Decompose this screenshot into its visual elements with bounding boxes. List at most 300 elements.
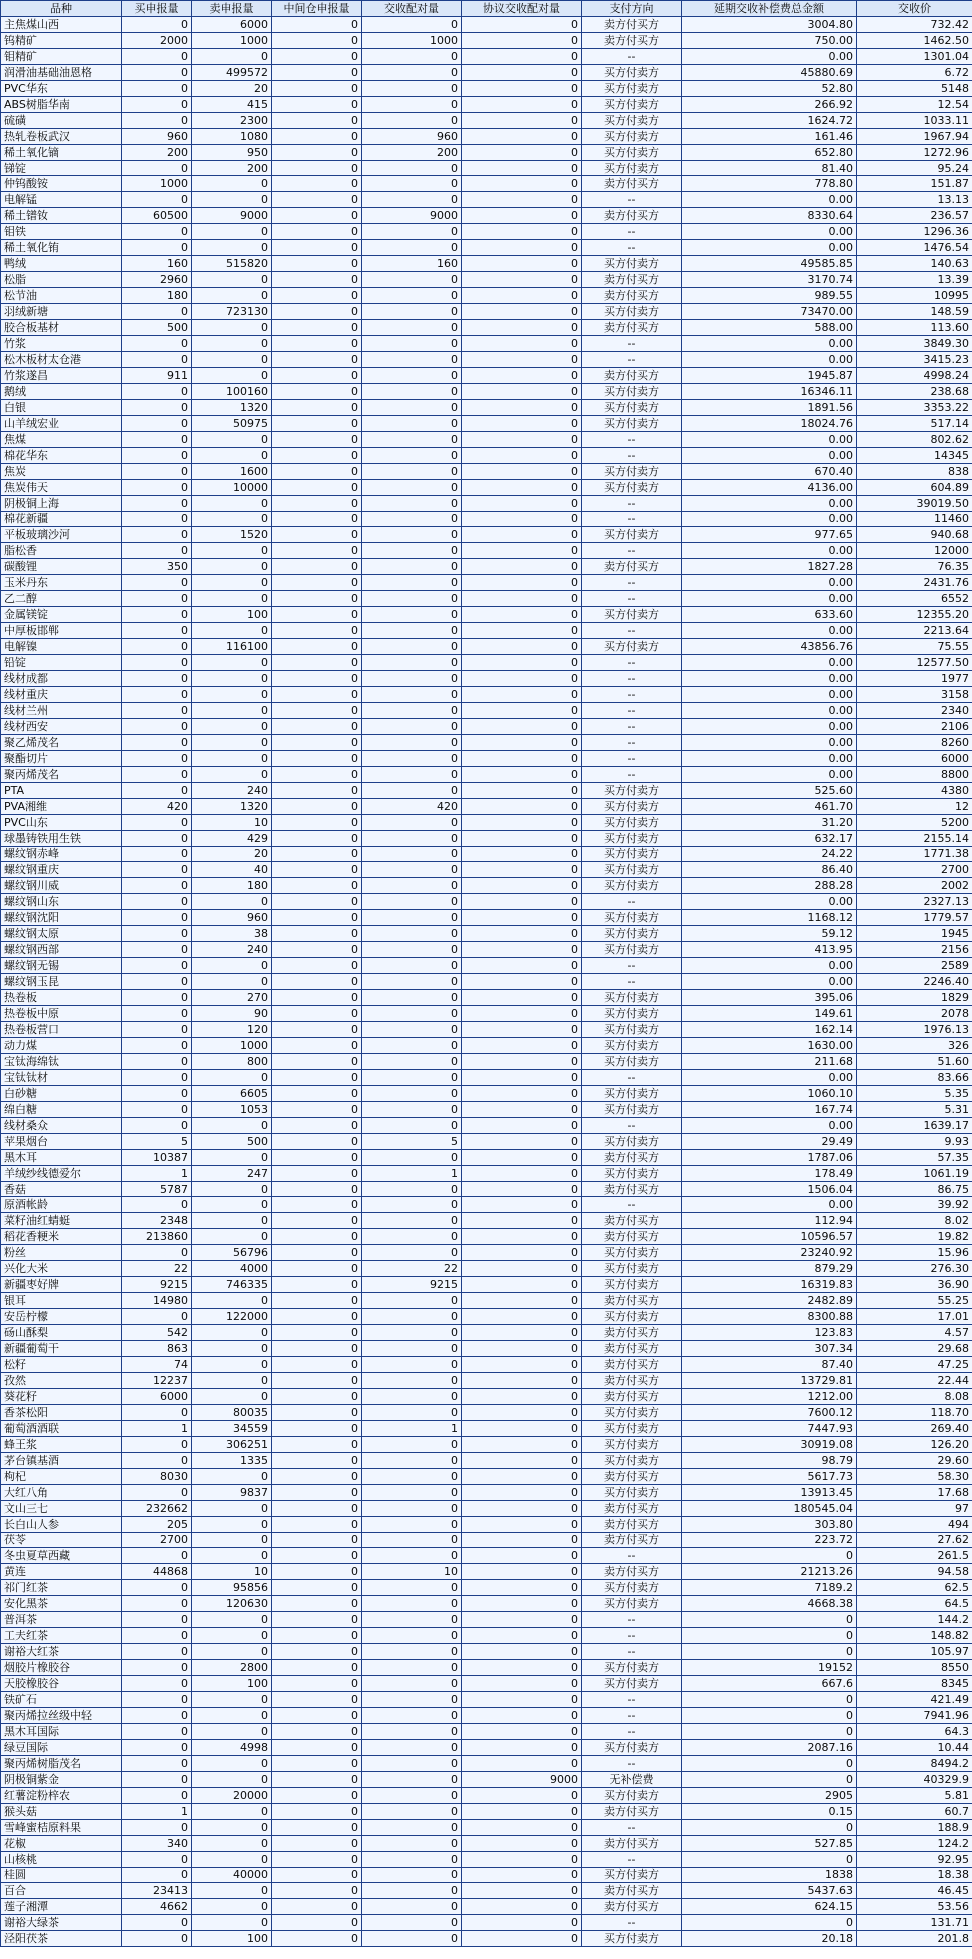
cell-settlement-price: 1462.50 [857, 32, 972, 48]
cell-sell-declared: 9837 [192, 1484, 272, 1500]
cell-agreement-matched: 0 [462, 1436, 582, 1452]
cell-payment-direction: 买方付卖方 [582, 878, 682, 894]
cell-compensation-total: 1827.28 [682, 559, 857, 575]
cell-intermediate-declared: 0 [272, 814, 362, 830]
cell-intermediate-declared: 0 [272, 192, 362, 208]
cell-agreement-matched: 0 [462, 96, 582, 112]
table-row [1, 974, 972, 990]
cell-payment-direction: -- [582, 351, 682, 367]
cell-matched: 0 [362, 718, 462, 734]
cell-compensation-total: 0.00 [682, 750, 857, 766]
cell-payment-direction: -- [582, 1069, 682, 1085]
cell-intermediate-declared: 0 [272, 479, 362, 495]
cell-matched: 0 [362, 1213, 462, 1229]
cell-intermediate-declared: 0 [272, 447, 362, 463]
cell-payment-direction: 买方付卖方 [582, 1404, 682, 1420]
table-row [1, 1022, 972, 1038]
cell-variety: 平板玻璃沙河 [1, 527, 122, 543]
cell-sell-declared: 0 [192, 288, 272, 304]
cell-matched: 0 [362, 655, 462, 671]
table-row [1, 48, 972, 64]
table-row [1, 1229, 972, 1245]
cell-intermediate-declared: 0 [272, 702, 362, 718]
table-row [1, 1739, 972, 1755]
cell-compensation-total: 30919.08 [682, 1436, 857, 1452]
cell-sell-declared: 247 [192, 1165, 272, 1181]
cell-variety: 蜂王浆 [1, 1436, 122, 1452]
cell-settlement-price: 15.96 [857, 1245, 972, 1261]
cell-payment-direction: -- [582, 336, 682, 352]
cell-settlement-price: 64.5 [857, 1596, 972, 1612]
cell-payment-direction: -- [582, 1851, 682, 1867]
cell-settlement-price: 51.60 [857, 1053, 972, 1069]
cell-settlement-price: 1967.94 [857, 128, 972, 144]
cell-variety: PVA湘维 [1, 798, 122, 814]
cell-variety: 红薯淀粉梓农 [1, 1787, 122, 1803]
cell-variety: 茯苓 [1, 1532, 122, 1548]
cell-compensation-total: 223.72 [682, 1532, 857, 1548]
cell-variety: 电解锰 [1, 192, 122, 208]
cell-variety: 脂松香 [1, 543, 122, 559]
cell-settlement-price: 105.97 [857, 1644, 972, 1660]
cell-agreement-matched: 0 [462, 702, 582, 718]
cell-buy-declared: 0 [122, 64, 192, 80]
cell-agreement-matched: 0 [462, 144, 582, 160]
cell-compensation-total: 24.22 [682, 846, 857, 862]
cell-intermediate-declared: 0 [272, 48, 362, 64]
cell-sell-declared: 0 [192, 192, 272, 208]
table-row [1, 1596, 972, 1612]
cell-buy-declared: 5 [122, 1133, 192, 1149]
cell-intermediate-declared: 0 [272, 1341, 362, 1357]
cell-buy-declared: 0 [122, 192, 192, 208]
cell-intermediate-declared: 0 [272, 1771, 362, 1787]
cell-payment-direction: -- [582, 1755, 682, 1771]
cell-sell-declared: 0 [192, 240, 272, 256]
cell-settlement-price: 12000 [857, 543, 972, 559]
cell-intermediate-declared: 0 [272, 782, 362, 798]
cell-compensation-total: 1168.12 [682, 910, 857, 926]
cell-agreement-matched: 0 [462, 575, 582, 591]
cell-sell-declared: 40000 [192, 1867, 272, 1883]
cell-compensation-total: 167.74 [682, 1101, 857, 1117]
table-row [1, 926, 972, 942]
cell-variety: 兴化大米 [1, 1261, 122, 1277]
cell-buy-declared: 0 [122, 351, 192, 367]
cell-settlement-price: 148.59 [857, 304, 972, 320]
cell-sell-declared: 56796 [192, 1245, 272, 1261]
cell-intermediate-declared: 0 [272, 1357, 362, 1373]
cell-buy-declared: 0 [122, 686, 192, 702]
cell-compensation-total: 0.00 [682, 974, 857, 990]
cell-buy-declared: 1 [122, 1420, 192, 1436]
cell-variety: 鹅绒 [1, 383, 122, 399]
cell-agreement-matched: 0 [462, 1133, 582, 1149]
cell-compensation-total: 395.06 [682, 990, 857, 1006]
cell-agreement-matched: 0 [462, 1883, 582, 1899]
cell-settlement-price: 2589 [857, 958, 972, 974]
cell-payment-direction: 买方付卖方 [582, 607, 682, 623]
cell-payment-direction: 卖方付买方 [582, 1293, 682, 1309]
cell-matched: 0 [362, 1516, 462, 1532]
cell-sell-declared: 20000 [192, 1787, 272, 1803]
cell-agreement-matched: 0 [462, 383, 582, 399]
cell-compensation-total: 879.29 [682, 1261, 857, 1277]
cell-variety: 线材西安 [1, 718, 122, 734]
cell-compensation-total: 5617.73 [682, 1468, 857, 1484]
cell-matched: 0 [362, 1532, 462, 1548]
cell-settlement-price: 36.90 [857, 1277, 972, 1293]
cell-agreement-matched: 0 [462, 1261, 582, 1277]
cell-payment-direction: -- [582, 192, 682, 208]
cell-payment-direction: 买方付卖方 [582, 1245, 682, 1261]
cell-compensation-total: 2482.89 [682, 1293, 857, 1309]
cell-compensation-total: 0.00 [682, 655, 857, 671]
table-row [1, 399, 972, 415]
cell-variety: 稻花香粳米 [1, 1229, 122, 1245]
cell-buy-declared: 0 [122, 1309, 192, 1325]
cell-payment-direction: 卖方付买方 [582, 1564, 682, 1580]
cell-buy-declared: 0 [122, 1819, 192, 1835]
cell-compensation-total: 112.94 [682, 1213, 857, 1229]
cell-matched: 0 [362, 415, 462, 431]
cell-agreement-matched: 0 [462, 734, 582, 750]
cell-matched: 0 [362, 192, 462, 208]
cell-compensation-total: 1506.04 [682, 1181, 857, 1197]
cell-payment-direction: 买方付卖方 [582, 256, 682, 272]
cell-matched: 0 [362, 1245, 462, 1261]
cell-intermediate-declared: 0 [272, 1819, 362, 1835]
cell-compensation-total: 0.00 [682, 431, 857, 447]
cell-settlement-price: 140.63 [857, 256, 972, 272]
cell-sell-declared: 1000 [192, 32, 272, 48]
cell-sell-declared: 50975 [192, 415, 272, 431]
cell-settlement-price: 5.35 [857, 1085, 972, 1101]
cell-variety: 羊绒纱线德爱尔 [1, 1165, 122, 1181]
cell-sell-declared: 1600 [192, 463, 272, 479]
cell-sell-declared: 0 [192, 336, 272, 352]
cell-intermediate-declared: 0 [272, 926, 362, 942]
cell-compensation-total: 7447.93 [682, 1420, 857, 1436]
cell-intermediate-declared: 0 [272, 527, 362, 543]
table-row [1, 479, 972, 495]
cell-matched: 0 [362, 1660, 462, 1676]
cell-buy-declared: 2000 [122, 32, 192, 48]
header-matched: 交收配对量 [362, 1, 462, 17]
cell-agreement-matched: 0 [462, 1612, 582, 1628]
cell-agreement-matched: 0 [462, 80, 582, 96]
cell-settlement-price: 6552 [857, 591, 972, 607]
cell-matched: 0 [362, 1500, 462, 1516]
cell-buy-declared: 0 [122, 750, 192, 766]
cell-intermediate-declared: 0 [272, 463, 362, 479]
cell-agreement-matched: 0 [462, 798, 582, 814]
cell-payment-direction: 买方付卖方 [582, 1277, 682, 1293]
cell-matched: 0 [362, 1883, 462, 1899]
cell-matched: 0 [362, 1149, 462, 1165]
cell-matched: 0 [362, 1851, 462, 1867]
cell-settlement-price: 1771.38 [857, 846, 972, 862]
cell-agreement-matched: 0 [462, 655, 582, 671]
cell-sell-declared: 100 [192, 607, 272, 623]
cell-matched: 0 [362, 447, 462, 463]
cell-variety: 金属镁锭 [1, 607, 122, 623]
cell-settlement-price: 7941.96 [857, 1707, 972, 1723]
cell-matched: 0 [362, 1069, 462, 1085]
cell-settlement-price: 22.44 [857, 1372, 972, 1388]
cell-intermediate-declared: 0 [272, 511, 362, 527]
cell-variety: 绵白糖 [1, 1101, 122, 1117]
cell-buy-declared: 0 [122, 1022, 192, 1038]
cell-compensation-total: 0 [682, 1771, 857, 1787]
cell-variety: 螺纹钢重庆 [1, 862, 122, 878]
table-row [1, 1341, 972, 1357]
cell-settlement-price: 269.40 [857, 1420, 972, 1436]
cell-agreement-matched: 0 [462, 1484, 582, 1500]
cell-settlement-price: 201.8 [857, 1931, 972, 1947]
table-row [1, 1484, 972, 1500]
cell-matched: 0 [362, 64, 462, 80]
cell-payment-direction: -- [582, 1612, 682, 1628]
cell-agreement-matched: 0 [462, 974, 582, 990]
cell-compensation-total: 0 [682, 1851, 857, 1867]
table-row [1, 288, 972, 304]
cell-compensation-total: 624.15 [682, 1899, 857, 1915]
cell-payment-direction: 买方付卖方 [582, 830, 682, 846]
cell-compensation-total: 527.85 [682, 1835, 857, 1851]
cell-buy-declared: 0 [122, 1452, 192, 1468]
cell-sell-declared: 4000 [192, 1261, 272, 1277]
cell-buy-declared: 0 [122, 655, 192, 671]
cell-buy-declared: 0 [122, 1101, 192, 1117]
table-row [1, 1644, 972, 1660]
cell-payment-direction: -- [582, 575, 682, 591]
cell-intermediate-declared: 0 [272, 1564, 362, 1580]
cell-settlement-price: 19.82 [857, 1229, 972, 1245]
cell-matched: 0 [362, 1101, 462, 1117]
header-row [1, 1, 972, 17]
cell-sell-declared: 0 [192, 1612, 272, 1628]
cell-compensation-total: 98.79 [682, 1452, 857, 1468]
cell-intermediate-declared: 0 [272, 1851, 362, 1867]
cell-matched: 0 [362, 80, 462, 96]
cell-payment-direction: 买方付卖方 [582, 1676, 682, 1692]
table-row [1, 1883, 972, 1899]
cell-settlement-price: 1977 [857, 671, 972, 687]
cell-variety: 香菇 [1, 1181, 122, 1197]
cell-payment-direction: -- [582, 702, 682, 718]
cell-payment-direction: -- [582, 894, 682, 910]
table-row [1, 128, 972, 144]
cell-agreement-matched: 0 [462, 1006, 582, 1022]
cell-agreement-matched: 0 [462, 495, 582, 511]
cell-intermediate-declared: 0 [272, 1739, 362, 1755]
cell-agreement-matched: 0 [462, 718, 582, 734]
table-row [1, 1692, 972, 1708]
cell-sell-declared: 0 [192, 447, 272, 463]
cell-settlement-price: 92.95 [857, 1851, 972, 1867]
cell-agreement-matched: 0 [462, 1069, 582, 1085]
cell-variety: 线材成都 [1, 671, 122, 687]
cell-payment-direction: -- [582, 1628, 682, 1644]
cell-intermediate-declared: 0 [272, 1037, 362, 1053]
cell-payment-direction: 买方付卖方 [582, 463, 682, 479]
cell-matched: 0 [362, 926, 462, 942]
cell-intermediate-declared: 0 [272, 543, 362, 559]
cell-variety: 新疆葡萄干 [1, 1341, 122, 1357]
cell-buy-declared: 0 [122, 862, 192, 878]
cell-sell-declared: 0 [192, 702, 272, 718]
cell-compensation-total: 0 [682, 1707, 857, 1723]
cell-buy-declared: 0 [122, 48, 192, 64]
cell-payment-direction: 买方付卖方 [582, 910, 682, 926]
cell-sell-declared: 0 [192, 591, 272, 607]
cell-buy-declared: 0 [122, 926, 192, 942]
cell-compensation-total: 0.00 [682, 1197, 857, 1213]
cell-sell-declared: 0 [192, 1293, 272, 1309]
cell-matched: 0 [362, 830, 462, 846]
cell-compensation-total: 0.00 [682, 240, 857, 256]
cell-payment-direction: 买方付卖方 [582, 1165, 682, 1181]
table-row [1, 320, 972, 336]
cell-intermediate-declared: 0 [272, 1436, 362, 1452]
cell-intermediate-declared: 0 [272, 16, 362, 32]
cell-buy-declared: 0 [122, 80, 192, 96]
cell-variety: 黑木耳 [1, 1149, 122, 1165]
cell-agreement-matched: 0 [462, 543, 582, 559]
cell-intermediate-declared: 0 [272, 495, 362, 511]
cell-agreement-matched: 0 [462, 559, 582, 575]
cell-buy-declared: 2348 [122, 1213, 192, 1229]
cell-buy-declared: 0 [122, 830, 192, 846]
cell-variety: 松节油 [1, 288, 122, 304]
cell-compensation-total: 0.00 [682, 671, 857, 687]
cell-variety: 棉花华东 [1, 447, 122, 463]
cell-sell-declared: 429 [192, 830, 272, 846]
cell-variety: 润滑油基础油恩格 [1, 64, 122, 80]
table-row [1, 1452, 972, 1468]
cell-settlement-price: 3353.22 [857, 399, 972, 415]
cell-sell-declared: 306251 [192, 1436, 272, 1452]
cell-buy-declared: 0 [122, 1771, 192, 1787]
cell-intermediate-declared: 0 [272, 240, 362, 256]
cell-matched: 0 [362, 1548, 462, 1564]
cell-sell-declared: 800 [192, 1053, 272, 1069]
cell-compensation-total: 23240.92 [682, 1245, 857, 1261]
cell-intermediate-declared: 0 [272, 160, 362, 176]
cell-payment-direction: 买方付卖方 [582, 527, 682, 543]
cell-buy-declared: 0 [122, 1851, 192, 1867]
cell-variety: 线材桑众 [1, 1117, 122, 1133]
cell-intermediate-declared: 0 [272, 718, 362, 734]
cell-variety: 线材重庆 [1, 686, 122, 702]
table-row [1, 336, 972, 352]
cell-buy-declared: 0 [122, 575, 192, 591]
table-row [1, 176, 972, 192]
cell-settlement-price: 5148 [857, 80, 972, 96]
cell-compensation-total: 461.70 [682, 798, 857, 814]
table-row [1, 591, 972, 607]
cell-payment-direction: 买方付卖方 [582, 782, 682, 798]
cell-settlement-price: 1476.54 [857, 240, 972, 256]
cell-settlement-price: 76.35 [857, 559, 972, 575]
cell-buy-declared: 0 [122, 958, 192, 974]
cell-intermediate-declared: 0 [272, 1931, 362, 1947]
cell-agreement-matched: 0 [462, 1787, 582, 1803]
cell-agreement-matched: 0 [462, 862, 582, 878]
cell-settlement-price: 17.01 [857, 1309, 972, 1325]
table-row [1, 559, 972, 575]
cell-intermediate-declared: 0 [272, 32, 362, 48]
cell-payment-direction: 买方付卖方 [582, 1053, 682, 1069]
cell-sell-declared: 4998 [192, 1739, 272, 1755]
cell-buy-declared: 0 [122, 1867, 192, 1883]
cell-buy-declared: 0 [122, 1915, 192, 1931]
cell-variety: 聚丙烯茂名 [1, 766, 122, 782]
cell-variety: 热卷板中原 [1, 1006, 122, 1022]
cell-sell-declared: 0 [192, 1229, 272, 1245]
cell-settlement-price: 4.57 [857, 1325, 972, 1341]
cell-buy-declared: 0 [122, 1069, 192, 1085]
cell-settlement-price: 494 [857, 1516, 972, 1532]
cell-sell-declared: 515820 [192, 256, 272, 272]
cell-sell-declared: 723130 [192, 304, 272, 320]
table-row [1, 208, 972, 224]
table-row [1, 272, 972, 288]
cell-intermediate-declared: 0 [272, 1644, 362, 1660]
cell-variety: 螺纹钢山东 [1, 894, 122, 910]
cell-payment-direction: 卖方付买方 [582, 1372, 682, 1388]
cell-intermediate-declared: 0 [272, 1867, 362, 1883]
cell-compensation-total: 20.18 [682, 1931, 857, 1947]
cell-buy-declared: 0 [122, 734, 192, 750]
cell-intermediate-declared: 0 [272, 1883, 362, 1899]
cell-matched: 0 [362, 1899, 462, 1915]
table-row [1, 1707, 972, 1723]
cell-settlement-price: 2327.13 [857, 894, 972, 910]
table-row [1, 846, 972, 862]
cell-sell-declared: 240 [192, 782, 272, 798]
cell-compensation-total: 652.80 [682, 144, 857, 160]
cell-agreement-matched: 0 [462, 1660, 582, 1676]
table-row [1, 1325, 972, 1341]
cell-settlement-price: 4380 [857, 782, 972, 798]
cell-sell-declared: 0 [192, 543, 272, 559]
table-row [1, 623, 972, 639]
cell-intermediate-declared: 0 [272, 1261, 362, 1277]
cell-agreement-matched: 0 [462, 367, 582, 383]
cell-settlement-price: 3415.23 [857, 351, 972, 367]
cell-sell-declared: 100160 [192, 383, 272, 399]
cell-sell-declared: 38 [192, 926, 272, 942]
cell-matched: 0 [362, 1197, 462, 1213]
header-settlement-price: 交收价 [857, 1, 972, 17]
table-row [1, 1723, 972, 1739]
cell-compensation-total: 1630.00 [682, 1037, 857, 1053]
cell-payment-direction: -- [582, 1819, 682, 1835]
cell-variety: 钼铁 [1, 224, 122, 240]
cell-settlement-price: 2213.64 [857, 623, 972, 639]
cell-matched: 0 [362, 304, 462, 320]
cell-agreement-matched: 0 [462, 1468, 582, 1484]
cell-payment-direction: 卖方付买方 [582, 288, 682, 304]
cell-payment-direction: 买方付卖方 [582, 1436, 682, 1452]
table-row [1, 80, 972, 96]
cell-settlement-price: 27.62 [857, 1532, 972, 1548]
cell-intermediate-declared: 0 [272, 1787, 362, 1803]
table-row [1, 1628, 972, 1644]
cell-settlement-price: 97 [857, 1500, 972, 1516]
